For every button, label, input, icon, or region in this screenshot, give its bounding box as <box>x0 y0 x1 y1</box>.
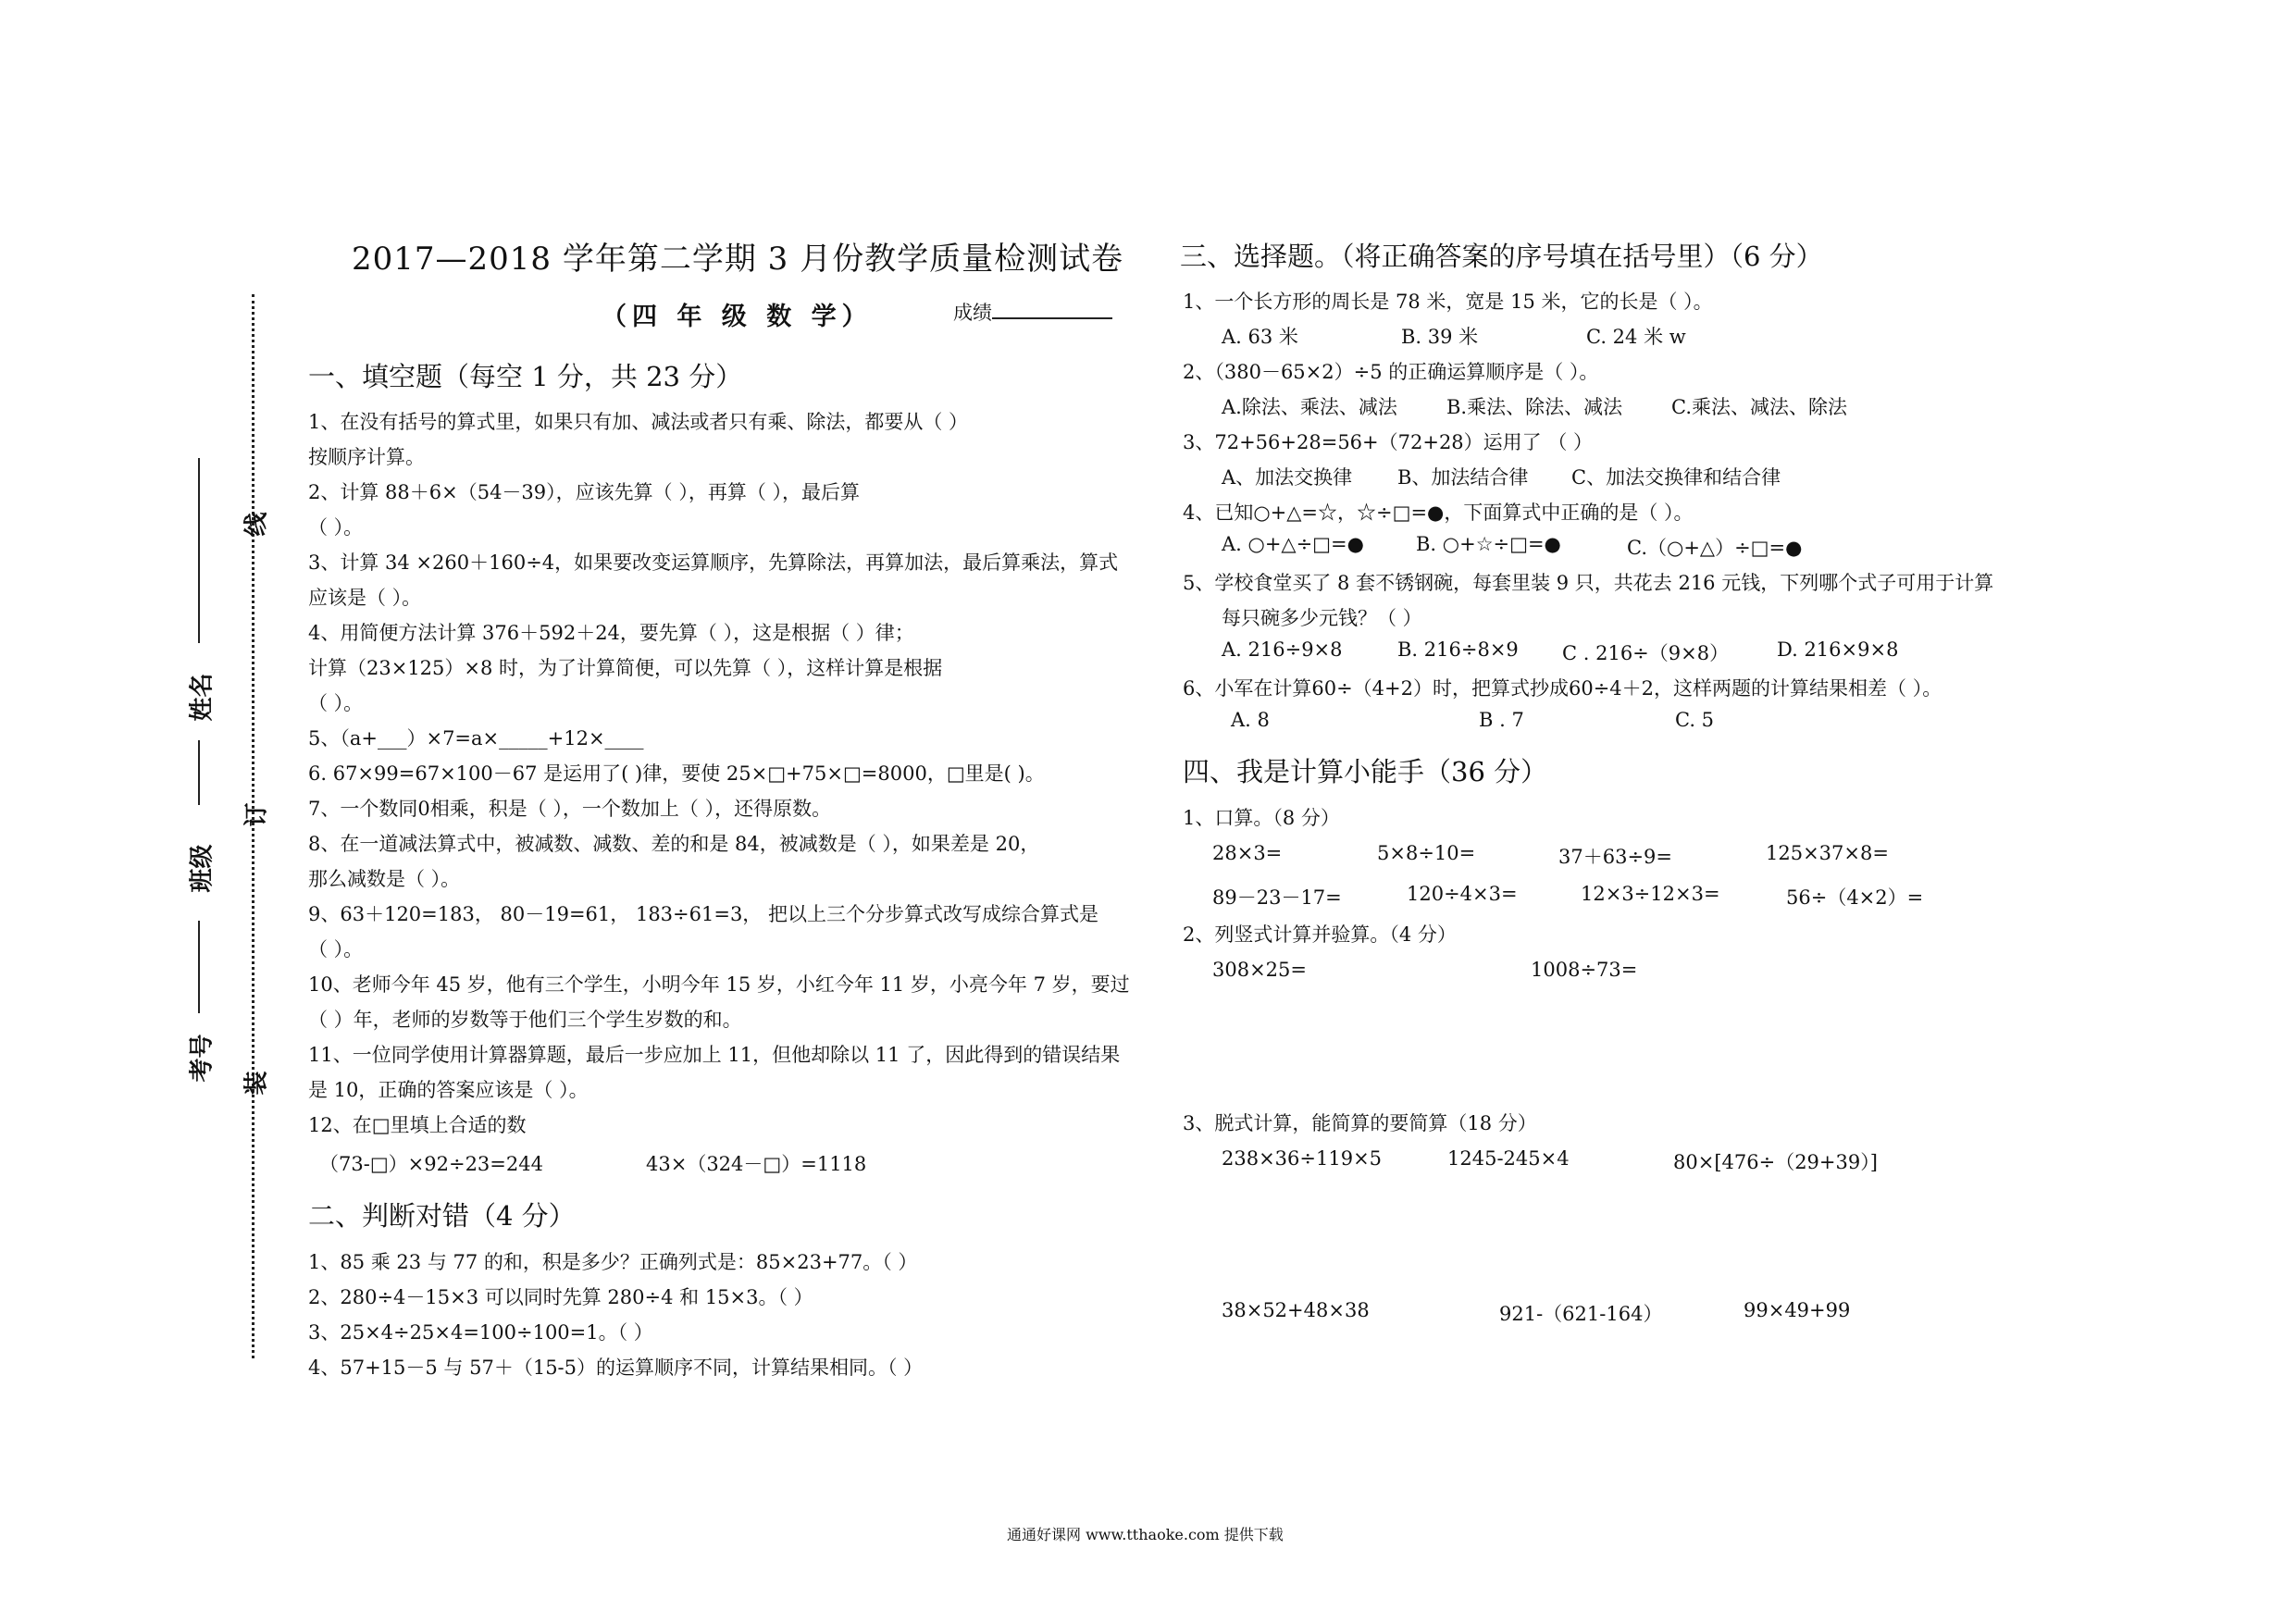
s1-line-16: 10、老师今年 45 岁，他有三个学生，小明今年 15 岁，小红今年 11 岁，小亮今年 7 岁，要过 <box>308 973 1130 996</box>
s2-line-3: 4、57+15－5 与 57＋（15-5）的运算顺序不同，计算结果相同。（ ） <box>308 1357 924 1379</box>
s3-q5-opt-a: A. 216÷9×8 <box>1222 638 1343 661</box>
s3-q6: 6、小军在计算60÷（4+2）时，把算式抄成60÷4＋2，这样两题的计算结果相差（ ）。 <box>1183 677 1942 700</box>
step-2-1: 38×52+48×38 <box>1222 1299 1370 1321</box>
step-1-1: 238×36÷119×5 <box>1222 1147 1383 1170</box>
s3-q3: 3、72+56+28=56+（72+28）运用了 （ ） <box>1183 431 1594 453</box>
s1-line-2: 2、计算 88＋6×（54－39），应该先算（ ），再算（ ），最后算 <box>308 481 861 503</box>
s3-q2: 2、（380－65×2）÷5 的正确运算顺序是（ ）。 <box>1183 361 1599 383</box>
binding-char-zhuang: 装 <box>242 1071 271 1096</box>
s3-q1-opt-b: B. 39 米 <box>1401 326 1479 348</box>
step-1-2: 1245-245×4 <box>1447 1147 1570 1170</box>
s1-line-4: 3、计算 34 ×260＋160÷4，如果要改变运算顺序，先算除法，再算加法，最后算乘法，算式 <box>308 551 1119 574</box>
vertical-1: 308×25= <box>1212 959 1307 981</box>
oral-2-2: 120÷4×3= <box>1407 883 1518 905</box>
s3-q3-opt-c: C、加法交换律和结合律 <box>1571 466 1781 489</box>
s3-q1-opt-c: C. 24 米 w <box>1586 326 1686 348</box>
s3-q6-opt-a: A. 8 <box>1231 709 1270 731</box>
s4-p2: 2、列竖式计算并验算。（4 分） <box>1183 923 1457 946</box>
s1-line-5: 应该是（ ）。 <box>308 587 422 609</box>
s3-q1-opt-a: A. 63 米 <box>1222 326 1298 348</box>
s1-line-6: 4、用简便方法计算 376＋592＋24，要先算（ ），这是根据（ ）律； <box>308 622 914 644</box>
section1-heading: 一、填空题（每空 1 分，共 23 分） <box>308 361 743 392</box>
s3-q2-opt-c: C.乘法、减法、除法 <box>1671 396 1847 418</box>
oral-1-4: 125×37×8= <box>1766 842 1889 864</box>
vertical-2: 1008÷73= <box>1531 959 1638 981</box>
s1-line-12: 8、在一道减法算式中，被减数、减数、差的和是 84，被减数是（ ），如果差是 20， <box>308 833 1040 855</box>
score-field[interactable] <box>953 298 1112 326</box>
class-underline <box>198 740 200 805</box>
s1-line-9: 5、（a+___）×7=a×_____+12×____ <box>308 727 644 750</box>
s2-line-0: 1、85 乘 23 与 77 的和，积是多少？正确列式是：85×23+77。（ ） <box>308 1251 918 1273</box>
s1-line-7: 计算（23×125）×8 时，为了计算简便，可以先算（ ），这样计算是根据 <box>308 657 943 679</box>
s1-line-15: （ ）。 <box>308 938 364 960</box>
s4-p1: 1、口算。（8 分） <box>1183 807 1340 829</box>
section4-heading: 四、我是计算小能手（36 分） <box>1183 756 1548 787</box>
page-footer: 通通好课网 www.tthaoke.com 提供下载 <box>1007 1526 1284 1543</box>
s3-q3-opt-a: A、加法交换律 <box>1222 466 1353 489</box>
s1-line-19: 是 10，正确的答案应该是（ ）。 <box>308 1079 589 1101</box>
page-title: 2017—2018 学年第二学期 3 月份教学质量检测试卷 <box>352 241 1124 278</box>
s3-q5: 5、学校食堂买了 8 套不锈钢碗，每套里装 9 只，共花去 216 元钱，下列哪个式子可用于计算 <box>1183 572 1994 594</box>
oral-2-4: 56÷（4×2）= <box>1786 886 1924 909</box>
s3-q1: 1、一个长方形的周长是 78 米，宽是 15 米，它的长是（ ）。 <box>1183 291 1713 313</box>
class-label: 班级 <box>188 844 217 893</box>
s3-q5-opt-c: C . 216÷（9×8） <box>1562 642 1730 664</box>
step-2-2: 921-（621-164） <box>1499 1303 1663 1325</box>
section2-heading: 二、判断对错（4 分） <box>308 1200 576 1232</box>
s2-line-1: 2、280÷4－15×3 可以同时先算 280÷4 和 15×3。（ ） <box>308 1286 813 1308</box>
s3-q4-opt-b: B. ○+☆÷□=● <box>1416 533 1561 555</box>
s1-line-13: 那么减数是（ ）。 <box>308 868 461 890</box>
s1-q12-a: （73-□）×92÷23=244 <box>319 1153 543 1175</box>
s1-line-1: 按顺序计算。 <box>308 446 425 468</box>
s4-p3: 3、脱式计算，能简算的要简算（18 分） <box>1183 1112 1537 1134</box>
s3-q4-opt-a: A. ○+△÷□=● <box>1222 533 1364 555</box>
id-underline <box>198 921 200 1013</box>
id-label: 考号 <box>188 1034 217 1083</box>
section3-heading: 三、选择题。（将正确答案的序号填在括号里）（6 分） <box>1180 241 1823 272</box>
s3-q4-opt-c: C.（○+△）÷□=● <box>1627 537 1803 559</box>
s3-q3-opt-b: B、加法结合律 <box>1397 466 1529 489</box>
name-underline <box>198 458 200 643</box>
s1-line-11: 7、一个数同0相乘，积是（ ），一个数加上（ ），还得原数。 <box>308 798 832 820</box>
s3-q4: 4、已知○+△=☆，☆÷□=●，下面算式中正确的是（ ）。 <box>1183 502 1694 524</box>
s3-q5-b: 每只碗多少元钱？（ ） <box>1222 607 1422 629</box>
step-2-3: 99×49+99 <box>1744 1299 1851 1321</box>
oral-2-1: 89－23－17= <box>1212 886 1342 909</box>
s1-line-20: 12、在□里填上合适的数 <box>308 1114 527 1136</box>
s3-q5-opt-b: B. 216÷8×9 <box>1397 638 1519 661</box>
score-label: 成绩 <box>953 302 992 324</box>
oral-2-3: 12×3÷12×3= <box>1581 883 1720 905</box>
s2-line-2: 3、25×4÷25×4=100÷100=1。（ ） <box>308 1321 653 1344</box>
oral-1-2: 5×8÷10= <box>1377 842 1476 864</box>
s3-q6-opt-c: C. 5 <box>1675 709 1715 731</box>
s1-line-18: 11、一位同学使用计算器算题，最后一步应加上 11，但他却除以 11 了，因此得到的错误结果 <box>308 1044 1121 1066</box>
s1-line-0: 1、在没有括号的算式里，如果只有加、减法或者只有乘、除法，都要从（ ） <box>308 411 969 433</box>
s1-line-17: （ ）年，老师的岁数等于他们三个学生岁数的和。 <box>308 1009 742 1031</box>
s1-line-3: （ ）。 <box>308 516 364 539</box>
oral-1-1: 28×3= <box>1212 842 1283 864</box>
name-label: 姓名 <box>188 673 217 722</box>
s3-q2-opt-b: B.乘法、除法、减法 <box>1446 396 1623 418</box>
s1-line-8: （ ）。 <box>308 692 364 714</box>
s1-q12-b: 43×（324－□）=1118 <box>646 1153 867 1175</box>
s3-q5-opt-d: D. 216×9×8 <box>1777 638 1899 661</box>
page-subtitle: （四 年 级 数 学） <box>602 303 873 331</box>
s3-q6-opt-b: B . 7 <box>1479 709 1524 731</box>
s1-line-14: 9、63＋120=183， 80－19=61， 183÷61=3， 把以上三个分步算式改写成综合算式是 <box>308 903 1098 925</box>
binding-char-ding: 订 <box>242 802 271 827</box>
s3-q2-opt-a: A.除法、乘法、减法 <box>1222 396 1397 418</box>
oral-1-3: 37＋63÷9= <box>1558 846 1672 868</box>
step-1-3: 80×[476÷（29+39）] <box>1673 1151 1878 1173</box>
s1-line-10: 6. 67×99=67×100－67 是运用了( )律，要使 25×□+75×□=8000，□里是( )。 <box>308 762 1045 785</box>
binding-char-xian: 线 <box>242 512 271 537</box>
